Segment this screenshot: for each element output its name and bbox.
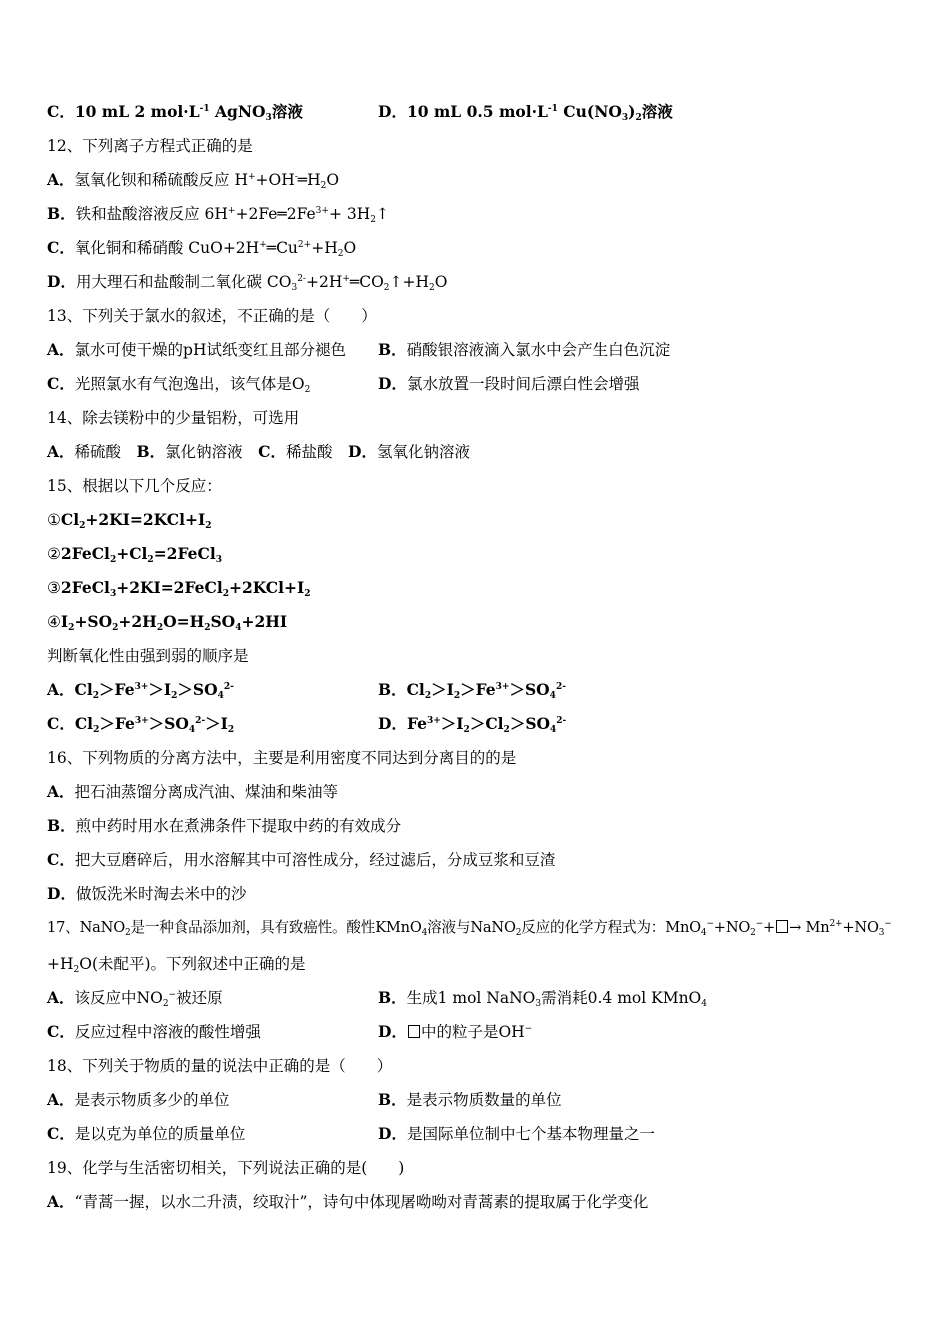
- q18-stem: 18、下列关于物质的量的说法中正确的是（ ）: [47, 1057, 393, 1075]
- q15-reaction-2: $②2FeCl_2+Cl_2=2FeCl_3$: [47, 544, 222, 565]
- q16-option-b: B．煎中药时用水在煮沸条件下提取中药的有效成分: [47, 816, 402, 835]
- q12-option-d: D．用大理石和盐酸制二氧化碳 $CO_3^{2-}+2H^+═CO_2↑+H_2O$: [47, 272, 448, 293]
- q12-option-c: C．氧化铜和稀硝酸 $CuO+2H^+═Cu^{2+}+H_2O$: [47, 238, 357, 259]
- q13-option-d: D．氯水放置一段时间后漂白性会增强: [378, 374, 640, 393]
- q12-option-a: A．氢氧化钡和稀硫酸反应 $H^++OH^-═H_2O$: [47, 170, 340, 191]
- q15-option-d: D．$Fe^{3+}>I_2>Cl_2>SO_4^{2-}$: [378, 714, 567, 735]
- q12-stem: 12、下列离子方程式正确的是: [47, 137, 253, 155]
- q11-option-c: C．10 mL 2 $mol\cdot L^{-1}$ AgNO$_3$溶液: [47, 102, 303, 123]
- q13-option-a: A．氯水可使干燥的pH试纸变红且部分褪色: [47, 340, 346, 359]
- q15-option-c: C．$Cl_2>Fe^{3+}>SO_4^{2-}>I_2$: [47, 714, 235, 735]
- blank-box: [408, 1025, 420, 1038]
- q14-options: A．稀硫酸 B．氯化钠溶液 C．稀盐酸 D．氢氧化钠溶液: [47, 442, 470, 461]
- q15-reaction-1: $①Cl_2+2KI=2KCl+I_2$: [47, 510, 212, 531]
- q16-stem: 16、下列物质的分离方法中，主要是利用密度不同达到分离目的的是: [47, 749, 517, 767]
- q19-stem: 19、化学与生活密切相关，下列说法正确的是( ): [47, 1159, 405, 1177]
- q12-option-b: B．铁和盐酸溶液反应 $6H^++2Fe═2Fe^{3+}+$ $3H_2↑$: [47, 204, 389, 225]
- q14-stem: 14、除去镁粉中的少量铝粉，可选用: [47, 409, 300, 427]
- q18-option-c: C．是以克为单位的质量单位: [47, 1124, 246, 1143]
- q17-option-c: C．反应过程中溶液的酸性增强: [47, 1022, 261, 1041]
- q15-reaction-4: $④I_2+SO_2+2H_2O=H_2SO_4+2HI$: [47, 612, 288, 633]
- q19-option-a: A．“青蒿一握，以水二升渍，绞取汁”，诗句中体现屠呦呦对青蒿素的提取属于化学变化: [47, 1192, 649, 1211]
- q13-option-c: C．光照氯水有气泡逸出，该气体是$O_2$: [47, 374, 311, 395]
- q17-stem-line-2: $+H_2O$(未配平)。下列叙述中正确的是: [47, 955, 306, 975]
- q16-option-c: C．把大豆磨碎后，用水溶解其中可溶性成分，经过滤后，分成豆浆和豆渣: [47, 850, 556, 869]
- q17-option-d: D． 中的粒子是OH−: [378, 1022, 533, 1041]
- q13-option-b: B．硝酸银溶液滴入氯水中会产生白色沉淀: [378, 340, 671, 359]
- q15-stem: 15、根据以下几个反应：: [47, 477, 222, 495]
- q11-option-d: D．10 mL 0.5 $mol\cdot L^{-1}$ $Cu(NO_3)_2$溶液: [378, 102, 673, 123]
- q18-option-b: B．是表示物质数量的单位: [378, 1090, 562, 1109]
- q18-option-d: D．是国际单位制中七个基本物理量之一: [378, 1124, 655, 1143]
- q15-option-b: B．$Cl_2>I_2>Fe^{3+}>SO_4^{2-}$: [378, 680, 566, 701]
- q17-option-a: A．该反应中$NO_2^-$被还原: [47, 988, 223, 1009]
- q16-option-d: D．做饭洗米时淘去米中的沙: [47, 884, 247, 903]
- q15-option-a: A．$Cl_2>Fe^{3+}>I_2>SO_4^{2-}$: [47, 680, 234, 701]
- q17-stem-line-1: 17、NaNO$_2$是一种食品添加剂，具有致癌性。酸性KMnO$_4$溶液与NaNO$_2$反应的化学方程式为：$MnO_4^-+NO_2^-+ \to Mn^{2+}+NO_3^-$: [47, 919, 892, 938]
- q18-option-a: A．是表示物质多少的单位: [47, 1090, 230, 1109]
- q15-question: 判断氧化性由强到弱的顺序是: [47, 647, 249, 665]
- q17-option-b: B．生成1 mol NaNO$_3$需消耗0.4 mol KMnO$_4$: [378, 988, 707, 1009]
- blank-box: [776, 920, 788, 933]
- q13-stem: 13、下列关于氯水的叙述，不正确的是（ ）: [47, 307, 377, 325]
- q16-option-a: A．把石油蒸馏分离成汽油、煤油和柴油等: [47, 782, 339, 801]
- q15-reaction-3: $③2FeCl_3+2KI=2FeCl_2+2KCl+I_2$: [47, 578, 311, 599]
